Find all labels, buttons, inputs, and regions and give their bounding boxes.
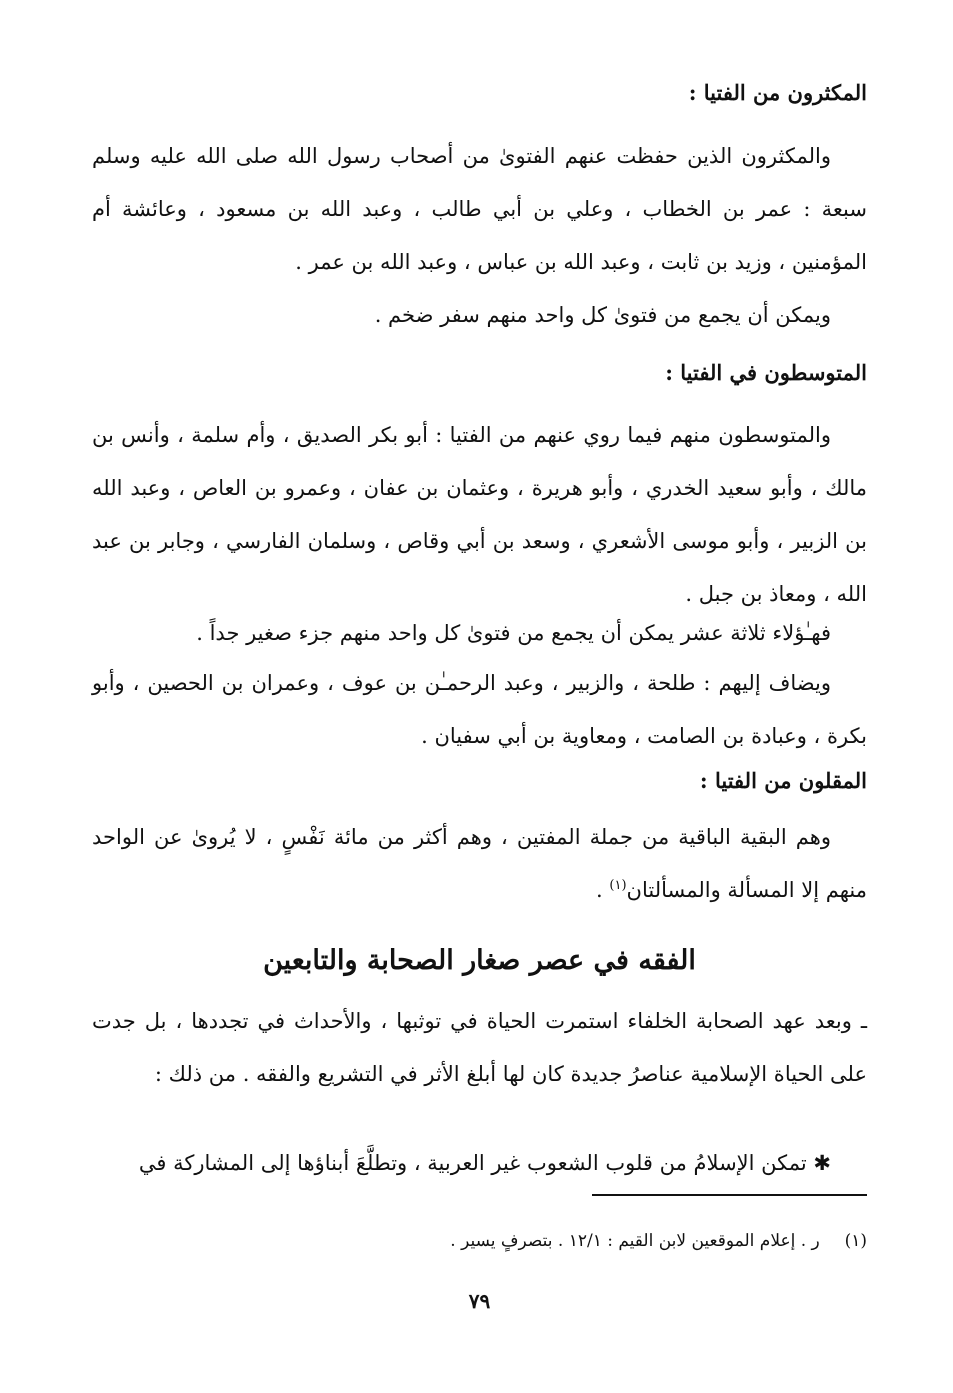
paragraph-bullet-islam: ✱ تمكن الإسلامُ من قلوب الشعوب غير العربية ، وتطلَّعَ أبناؤها إلى المشاركة في — [138, 1151, 831, 1175]
book-page — [92, 0, 867, 1393]
section-title: الفقه في عصر صغار الصحابة والتابعين — [263, 945, 696, 976]
paragraph-thirteen: فهـٰؤلاء ثلاثة عشر يمكن أن يجمع من فتوىٰ كل واحد منهم جزء صغير جداً . — [196, 621, 831, 645]
footnote-reference: (١) — [609, 878, 627, 893]
heading-few-muftis: المقلون من الفتيا : — [699, 768, 867, 793]
footnote-text: ر . إعلام الموقعين لابن القيم : ١٢/١ . بتصرفٍ يسير . — [450, 1231, 820, 1251]
heading-moderate-muftis: المتوسطون في الفتيا : — [665, 360, 867, 385]
footnote — [92, 1228, 867, 1254]
paragraph-moderate-muftis: والمتوسطون منهم فيما روي عنهم من الفتيا : أبو بكر الصديق ، وأم سلمة ، وأنس بن مالك ، وأبو سعيد الخدري ، وأبو هريرة ، وعثمان بن عفان ، وعمرو بن العاص ، وعبد الله بن الزبير ، وأبو موسى الأشعري ، وسعد بن أبي وقاص ، وسلمان الفارسي ، وجابر بن عبد الله ، ومعاذ بن جبل . — [92, 423, 867, 606]
paragraph-few-muftis — [92, 811, 867, 917]
page-number: ٧٩ — [468, 1289, 491, 1313]
paragraph-frequent-muftis: والمكثرون الذين حفظت عنهم الفتوىٰ من أصحاب رسول الله صلى الله عليه وسلم سبعة : عمر بن الخطاب ، وعلي بن أبي طالب ، وعبد الله بن مسعود ، وعائشة أم المؤمنين ، وزيد بن ثابت ، وعبد الله بن عباس ، وعبد الله بن عمر . — [92, 144, 867, 274]
paragraph-few-muftis-text: وهم البقية الباقية من جملة المفتين ، وهم أكثر من مائة نَفْسٍ ، لا يُروىٰ عن الواحد منهم إلا المسألة والمسألتان — [92, 825, 867, 902]
heading-frequent-muftis: المكثرون من الفتيا : — [688, 80, 867, 105]
paragraph-few-muftis-end: . — [596, 878, 610, 902]
footnote-marker: (١) — [844, 1231, 867, 1251]
paragraph-additions: ويضاف إليهم : طلحة ، والزبير ، وعبد الرحمـٰن بن عوف ، وعمران بن الحصين ، وأبو بكرة ، وعبادة بن الصامت ، ومعاوية بن أبي سفيان . — [92, 671, 867, 748]
footnote-divider — [592, 1194, 867, 1196]
paragraph-large-volume: ويمكن أن يجمع من فتوىٰ كل واحد منهم سفر ضخم . — [374, 303, 831, 327]
paragraph-after-caliphs: ـ وبعد عهد الصحابة الخلفاء استمرت الحياة في توثبها ، والأحداث في تجددها ، بل جدت على الحياة الإسلامية عناصرُ جديدة كان لها أبلغ الأثر في التشريع والفقه . من ذلك : — [92, 1009, 867, 1086]
